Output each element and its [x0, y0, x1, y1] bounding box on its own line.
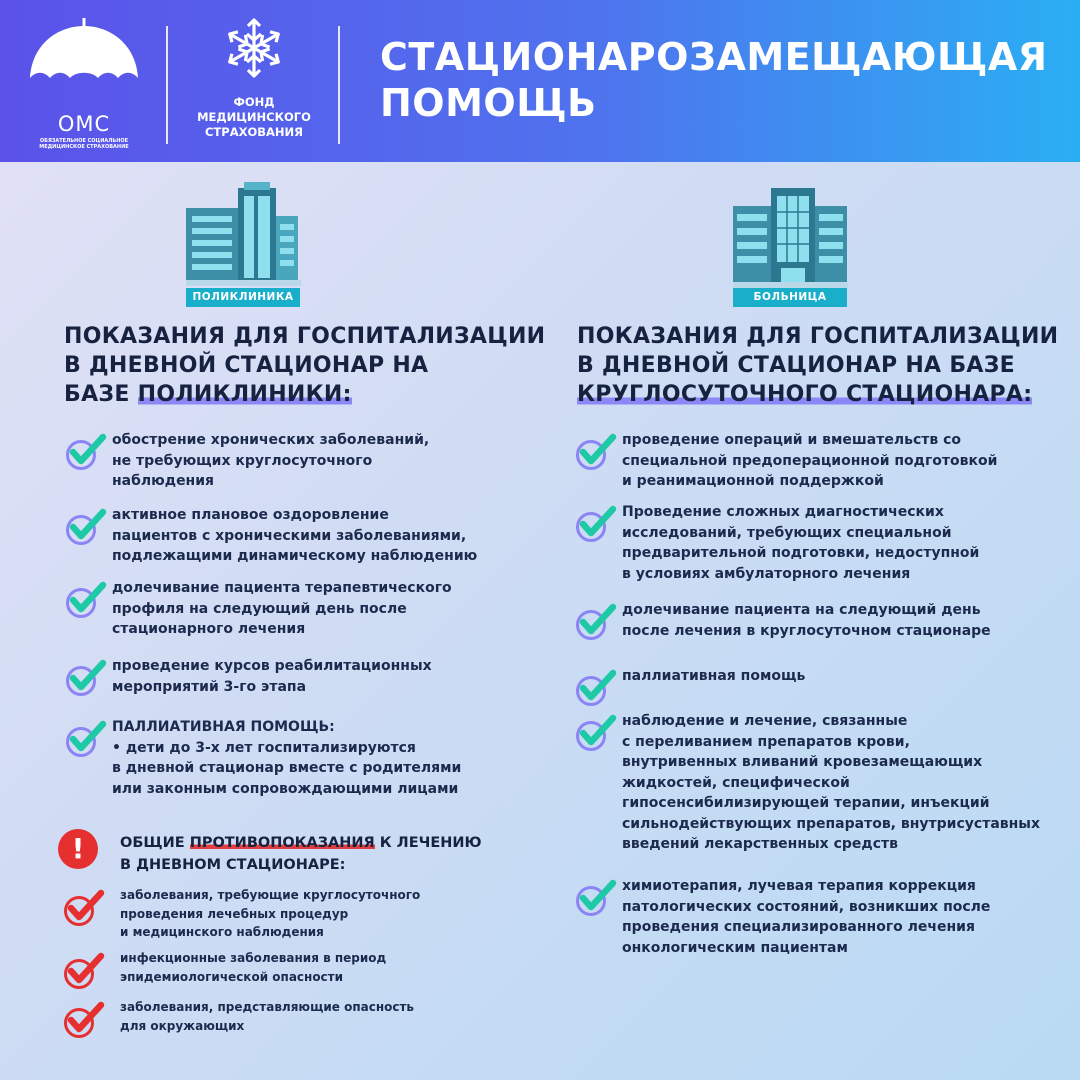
- list-item-text: Проведение сложных диагностических исследований, требующих специальной предварительной подготовки, недоступной в условиях амбулаторного лечения: [622, 504, 980, 582]
- checkmark-icon: [574, 711, 618, 755]
- red-checkmark-icon: [62, 998, 106, 1042]
- list-item-text: паллиативная помощь: [622, 668, 806, 684]
- list-item-text: проведение операций и вмешательств со специальной предоперационной подготовкой и реанимационной поддержкой: [622, 432, 998, 489]
- list-item-text: химиотерапия, лучевая терапия коррекция патологических состояний, возникших после проведения специализированного лечения онкологическим пациентам: [622, 878, 991, 956]
- list-item-text: долечивание пациента на следующий день после лечения в круглосуточном стационаре: [622, 602, 991, 639]
- list-item-text: активное плановое оздоровление пациентов с хроническими заболеваниями, подлежащими динамическому наблюдению: [112, 507, 478, 564]
- heading-line: [577, 380, 1058, 409]
- page-title-line2: ПОМОЩЬ: [380, 81, 597, 125]
- list-item-text: проведение курсов реабилитационных мероприятий 3-го этапа: [112, 658, 432, 695]
- header-divider: [166, 26, 168, 144]
- list-item-text: наблюдение и лечение, связанные с переливанием препаратов крови, внутривенных вливаний кровезамещающих жидкостей, специфической гипосенсибилизирующей терапии, инъекций сильнодействующих препаратов, внутрисуставных введений лекарственных средств: [622, 713, 1040, 852]
- checkmark-icon: [574, 430, 618, 474]
- fund-logo: [190, 16, 318, 146]
- contraindication-text: заболевания, представляющие опасность для окружающих: [120, 1000, 415, 1033]
- umbrella-icon: [28, 16, 140, 112]
- red-checkmark-icon: [62, 886, 106, 930]
- checkmark-icon: [64, 578, 108, 622]
- checkmark-icon: [64, 656, 108, 700]
- fund-logo-text: ФОНД МЕДИЦИНСКОГО СТРАХОВАНИЯ: [197, 95, 311, 139]
- list-item-text: долечивание пациента терапевтического профиля на следующий день после стационарного лечения: [112, 580, 452, 637]
- oms-logo: [28, 16, 140, 150]
- checkmark-icon: [574, 666, 618, 710]
- clinic-indications-heading: [64, 322, 545, 409]
- checkmark-icon: [64, 505, 108, 549]
- heading-highlight: ПОЛИКЛИНИКИ:: [137, 382, 352, 407]
- heading-prefix: БАЗЕ: [64, 382, 138, 407]
- contra-prefix: ОБЩИЕ: [120, 835, 190, 851]
- header-banner: [0, 0, 1080, 162]
- contra-suffix: К ЛЕЧЕНИЮ: [374, 835, 482, 851]
- heading-line: В ДНЕВНОЙ СТАЦИОНАР НА БАЗЕ: [577, 353, 1015, 378]
- clinic-label: ПОЛИКЛИНИКА: [186, 288, 300, 307]
- heading-line: [120, 832, 482, 854]
- checkmark-icon: [574, 876, 618, 920]
- page-title-line1: СТАЦИОНАРОЗАМЕЩАЮЩАЯ: [380, 35, 1048, 79]
- contraindications-heading: [120, 832, 482, 876]
- list-item-text: обострение хронических заболеваний, не требующих круглосуточного наблюдения: [112, 432, 430, 489]
- heading-line: В ДНЕВНОЙ СТАЦИОНАР НА: [64, 353, 429, 378]
- list-item-text: ПАЛЛИАТИВНАЯ ПОМОЩЬ: • дети до 3-х лет госпитализируются в дневной стационар вместе с родителями или законным сопровождающими лицами: [112, 719, 462, 797]
- heading-line: ПОКАЗАНИЯ ДЛЯ ГОСПИТАЛИЗАЦИИ: [577, 324, 1059, 349]
- contraindication-text: заболевания, требующие круглосуточного проведения лечебных процедур и медицинского наблюдения: [120, 888, 421, 939]
- heading-line: ПОКАЗАНИЯ ДЛЯ ГОСПИТАЛИЗАЦИИ: [64, 324, 546, 349]
- contra-highlight: ПРОТИВОПОКАЗАНИЯ: [189, 835, 375, 851]
- hospital-indications-heading: [577, 322, 1058, 409]
- checkmark-icon: [64, 430, 108, 474]
- header-divider: [338, 26, 340, 144]
- checkmark-icon: [64, 717, 108, 761]
- red-checkmark-icon: [62, 949, 106, 993]
- clinic-building-icon: [186, 180, 301, 294]
- checkmark-icon: [574, 502, 618, 546]
- oms-logo-subtitle: ОБЯЗАТЕЛЬНОЕ СОЦИАЛЬНОЕ МЕДИЦИНСКОЕ СТРАХОВАНИЕ: [39, 138, 129, 150]
- snowflake-emblem-icon: [222, 16, 286, 80]
- heading-highlight: КРУГЛОСУТОЧНОГО СТАЦИОНАРА:: [577, 382, 1033, 407]
- hospital-label: БОЛЬНИЦА: [733, 288, 847, 307]
- page-title: [380, 34, 1060, 126]
- oms-logo-text: ОМС: [57, 112, 111, 136]
- exclamation-icon: !: [58, 829, 98, 869]
- contraindication-text: инфекционные заболевания в период эпидемиологической опасности: [120, 951, 387, 984]
- heading-line: В ДНЕВНОМ СТАЦИОНАРЕ:: [120, 857, 346, 873]
- checkmark-icon: [574, 600, 618, 644]
- heading-line: [64, 380, 545, 409]
- hospital-building-icon: [733, 182, 848, 294]
